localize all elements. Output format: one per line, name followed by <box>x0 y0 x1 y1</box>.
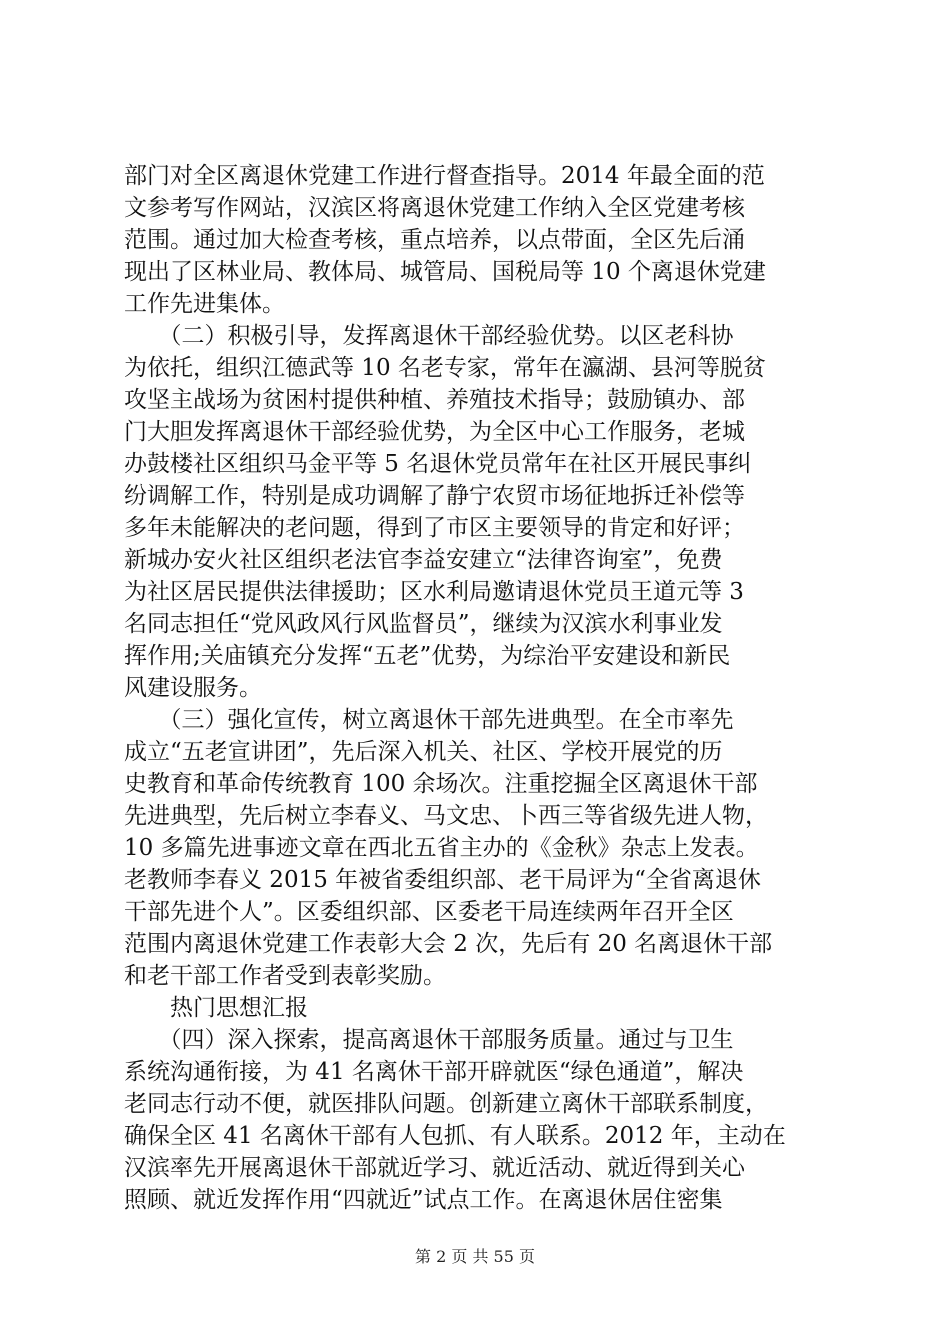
text-line: 干部先进个人”。区委组织部、区委老干局连续两年召开全区 <box>124 899 734 925</box>
text-line: 纷调解工作，特别是成功调解了静宁农贸市场征地拆迁补偿等 <box>124 483 745 509</box>
text-line: 多年未能解决的老问题，得到了市区主要领导的肯定和好评； <box>124 515 745 541</box>
text-line: 和老干部工作者受到表彰奖励。 <box>124 963 446 989</box>
text-line: 范围内离退休党建工作表彰大会 2 次，先后有 20 名离退休干部 <box>124 931 773 957</box>
text-line: 成立“五老宣讲团”，先后深入机关、社区、学校开展党的历 <box>124 739 723 765</box>
text-line: 门大胆发挥离退休干部经验优势，为全区中心工作服务，老城 <box>124 419 745 445</box>
text-line: 老教师李春义 2015 年被省委组织部、老干局评为“全省离退休 <box>124 867 761 893</box>
text-line: 文参考写作网站，汉滨区将离退休党建工作纳入全区党建考核 <box>124 195 745 221</box>
text-line: 先进典型，先后树立李春义、马文忠、卜西三等省级先进人物， <box>124 803 768 829</box>
body-text <box>124 160 836 1216</box>
text-line: 办鼓楼社区组织马金平等 5 名退休党员常年在社区开展民事纠 <box>124 451 752 477</box>
text-line: 10 多篇先进事迹文章在西北五省主办的《金秋》杂志上发表。 <box>124 835 759 861</box>
text-line: 为依托，组织江德武等 10 名老专家，常年在瀛湖、县河等脱贫 <box>124 355 766 381</box>
text-line: （二）积极引导，发挥离退休干部经验优势。以区老科协 <box>124 323 734 349</box>
text-line: 名同志担任“党风政风行风监督员”，继续为汉滨水利事业发 <box>124 611 723 637</box>
text-line: 范围。通过加大检查考核，重点培养，以点带面，全区先后涌 <box>124 227 745 253</box>
text-line: 部门对全区离退休党建工作进行督查指导。2014 年最全面的范 <box>124 163 765 189</box>
text-line: 照顾、就近发挥作用“四就近”试点工作。在离退休居住密集 <box>124 1187 723 1213</box>
text-line: （四）深入探索，提高离退休干部服务质量。通过与卫生 <box>124 1027 734 1053</box>
text-line: 史教育和革命传统教育 100 余场次。注重挖掘全区离退休干部 <box>124 771 758 797</box>
text-line: 汉滨率先开展离退休干部就近学习、就近活动、就近得到关心 <box>124 1155 745 1181</box>
text-line: 为社区居民提供法律援助；区水利局邀请退休党员王道元等 3 <box>124 579 744 605</box>
page-footer: 第 2 页 共 55 页 <box>415 1247 535 1266</box>
text-line: 老同志行动不便，就医排队问题。创新建立离休干部联系制度， <box>124 1091 768 1117</box>
text-line: 攻坚主战场为贫困村提供种植、养殖技术指导；鼓励镇办、部 <box>124 387 745 413</box>
text-line: 热门思想汇报 <box>124 995 308 1021</box>
text-line: 现出了区林业局、教体局、城管局、国税局等 10 个离退休党建 <box>124 259 766 285</box>
text-line: 确保全区 41 名离休干部有人包抓、有人联系。2012 年，主动在 <box>124 1123 786 1149</box>
text-line: 风建设服务。 <box>124 675 262 701</box>
text-line: 系统沟通衔接，为 41 名离休干部开辟就医“绿色通道”，解决 <box>124 1059 744 1085</box>
text-line: 新城办安火社区组织老法官李益安建立“法律咨询室”，免费 <box>124 547 723 573</box>
text-line: （三）强化宣传，树立离退休干部先进典型。在全市率先 <box>124 707 734 733</box>
text-line: 挥作用;关庙镇充分发挥“五老”优势，为综治平安建设和新民 <box>124 643 731 669</box>
text-line: 工作先进集体。 <box>124 291 285 317</box>
